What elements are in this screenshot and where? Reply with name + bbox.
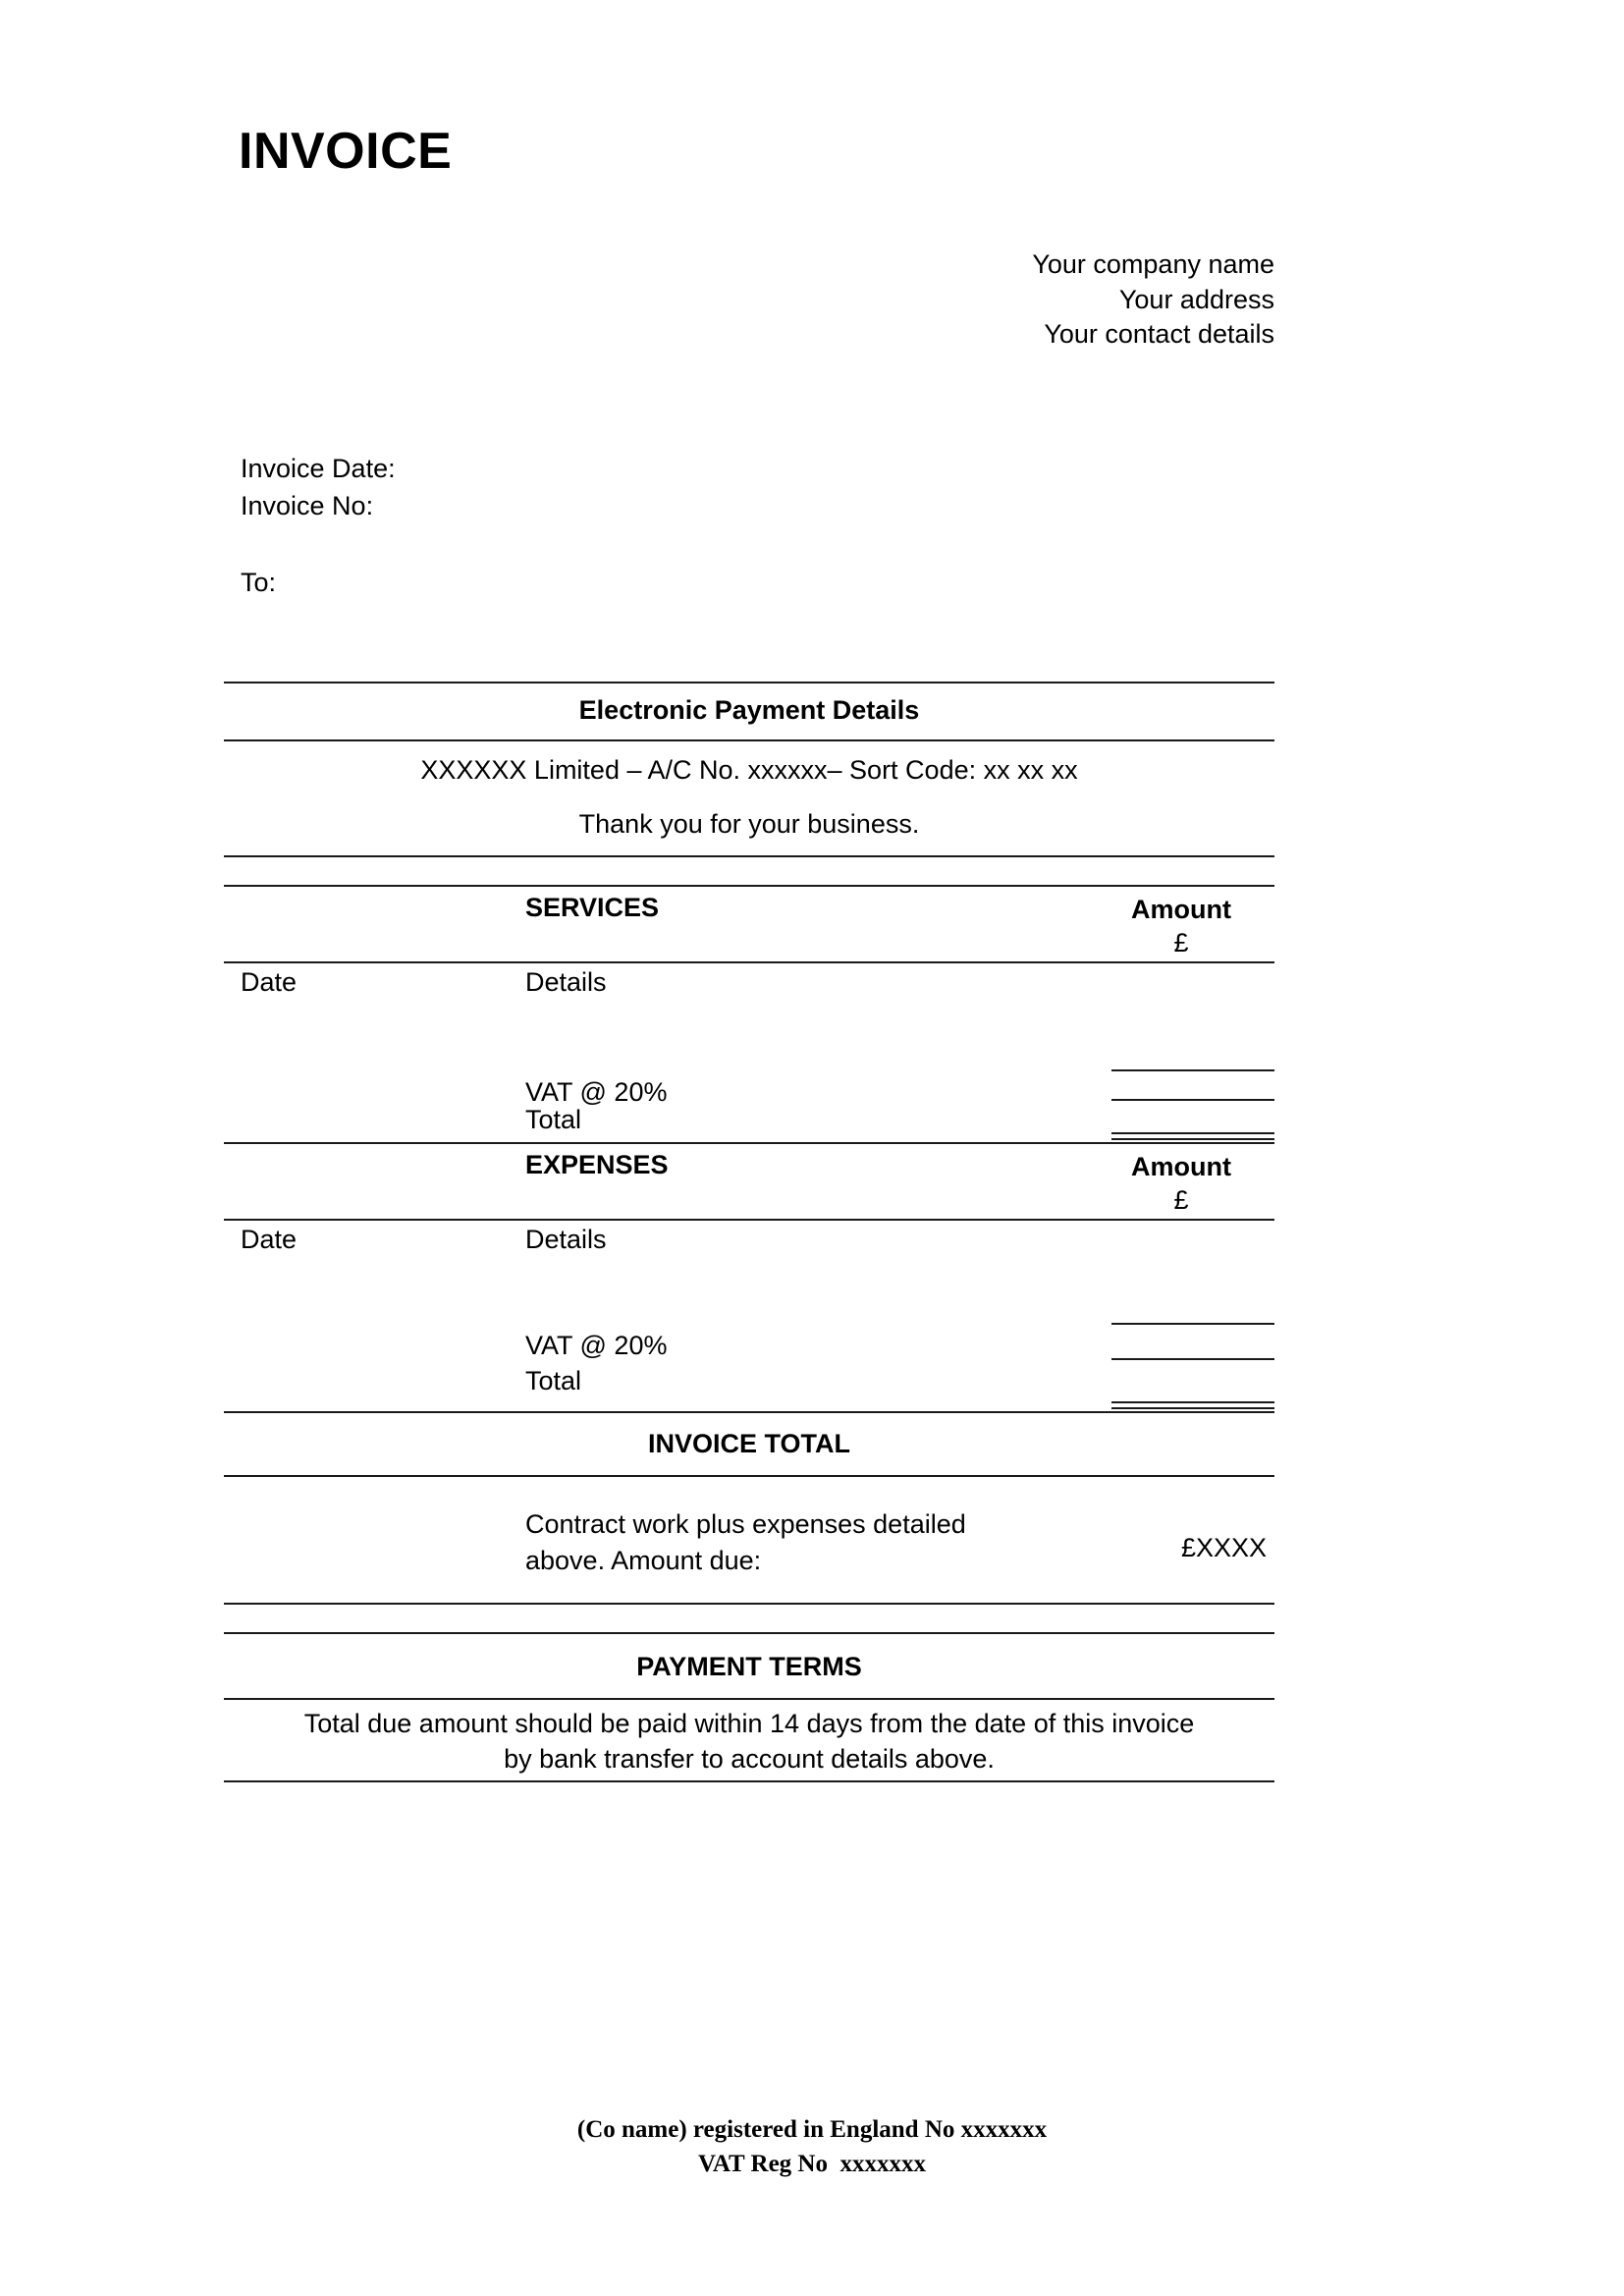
expenses-header-row <box>224 1144 1274 1219</box>
payment-terms-heading: PAYMENT TERMS <box>636 1652 862 1681</box>
expenses-section-title: EXPENSES <box>525 1150 669 1179</box>
services-column-headers <box>224 963 1274 1007</box>
payment-terms-body <box>224 1700 1274 1780</box>
services-col-date: Date <box>241 967 298 997</box>
services-amount-label: Amount <box>1131 895 1231 924</box>
spacer-before-terms <box>224 1605 1274 1632</box>
expenses-vat-rule <box>1111 1358 1274 1360</box>
amount-due-description-line-1: Contract work plus expenses detailed <box>525 1509 966 1539</box>
amount-due-description <box>525 1506 1134 1578</box>
page-footer <box>0 2113 1624 2181</box>
amount-due-value: £XXXX <box>1180 1533 1267 1562</box>
services-section-title: SERVICES <box>525 893 660 922</box>
services-amount-header <box>1098 893 1265 959</box>
expenses-col-details: Details <box>525 1225 607 1254</box>
expenses-amount-label: Amount <box>1131 1152 1231 1181</box>
company-name: Your company name <box>1032 249 1274 279</box>
footer-registration-line: (Co name) registered in England No xxxxxxx <box>576 2116 1048 2143</box>
services-col-details: Details <box>525 967 607 997</box>
company-details-block <box>1032 247 1274 353</box>
footer-vat-line: VAT Reg No xxxxxxx <box>698 2150 926 2177</box>
payment-terms-line-1: Total due amount should be paid within 14 days from the date of this invoice <box>303 1709 1195 1738</box>
services-vat-rule <box>1111 1099 1274 1101</box>
amount-due-row <box>224 1477 1274 1603</box>
services-total-rule <box>1111 1132 1274 1140</box>
services-currency-symbol: £ <box>1173 928 1189 958</box>
expenses-currency-symbol: £ <box>1173 1185 1189 1216</box>
expenses-totals-block <box>224 1264 1274 1411</box>
expenses-column-headers <box>224 1221 1274 1264</box>
invoice-number-label: Invoice No: <box>241 491 374 521</box>
expenses-vat-label: VAT @ 20% <box>525 1331 668 1360</box>
expenses-subtotal-rule <box>1111 1323 1274 1325</box>
amount-due-description-line-2: above. Amount due: <box>525 1545 762 1575</box>
expenses-col-date: Date <box>241 1225 298 1254</box>
page-title: INVOICE <box>239 123 453 180</box>
invoice-total-heading: INVOICE TOTAL <box>647 1429 850 1458</box>
services-totals-block <box>224 1007 1274 1142</box>
divider-terms-bottom <box>224 1780 1274 1782</box>
invoice-date-label: Invoice Date: <box>241 454 396 483</box>
expenses-total-label: Total <box>525 1366 582 1395</box>
company-contact: Your contact details <box>1044 319 1274 350</box>
company-address: Your address <box>1118 284 1274 314</box>
spacer-after-payment <box>224 857 1274 885</box>
services-total-label: Total <box>525 1105 582 1134</box>
thank-you-line: Thank you for your business. <box>578 809 920 839</box>
services-vat-label: VAT @ 20% <box>525 1077 668 1107</box>
payment-details-heading: Electronic Payment Details <box>578 695 920 725</box>
recipient-label: To: <box>241 568 277 597</box>
invoice-body <box>224 682 1274 1782</box>
services-header-row <box>224 887 1274 961</box>
expenses-amount-header <box>1098 1150 1265 1217</box>
invoice-meta-block <box>241 450 396 525</box>
services-subtotal-rule <box>1111 1069 1274 1071</box>
bank-account-line: XXXXXX Limited – A/C No. xxxxxx– Sort Code: xx xx xx <box>420 755 1078 785</box>
expenses-total-rule <box>1111 1401 1274 1409</box>
payment-terms-line-2: by bank transfer to account details above. <box>504 1744 995 1775</box>
